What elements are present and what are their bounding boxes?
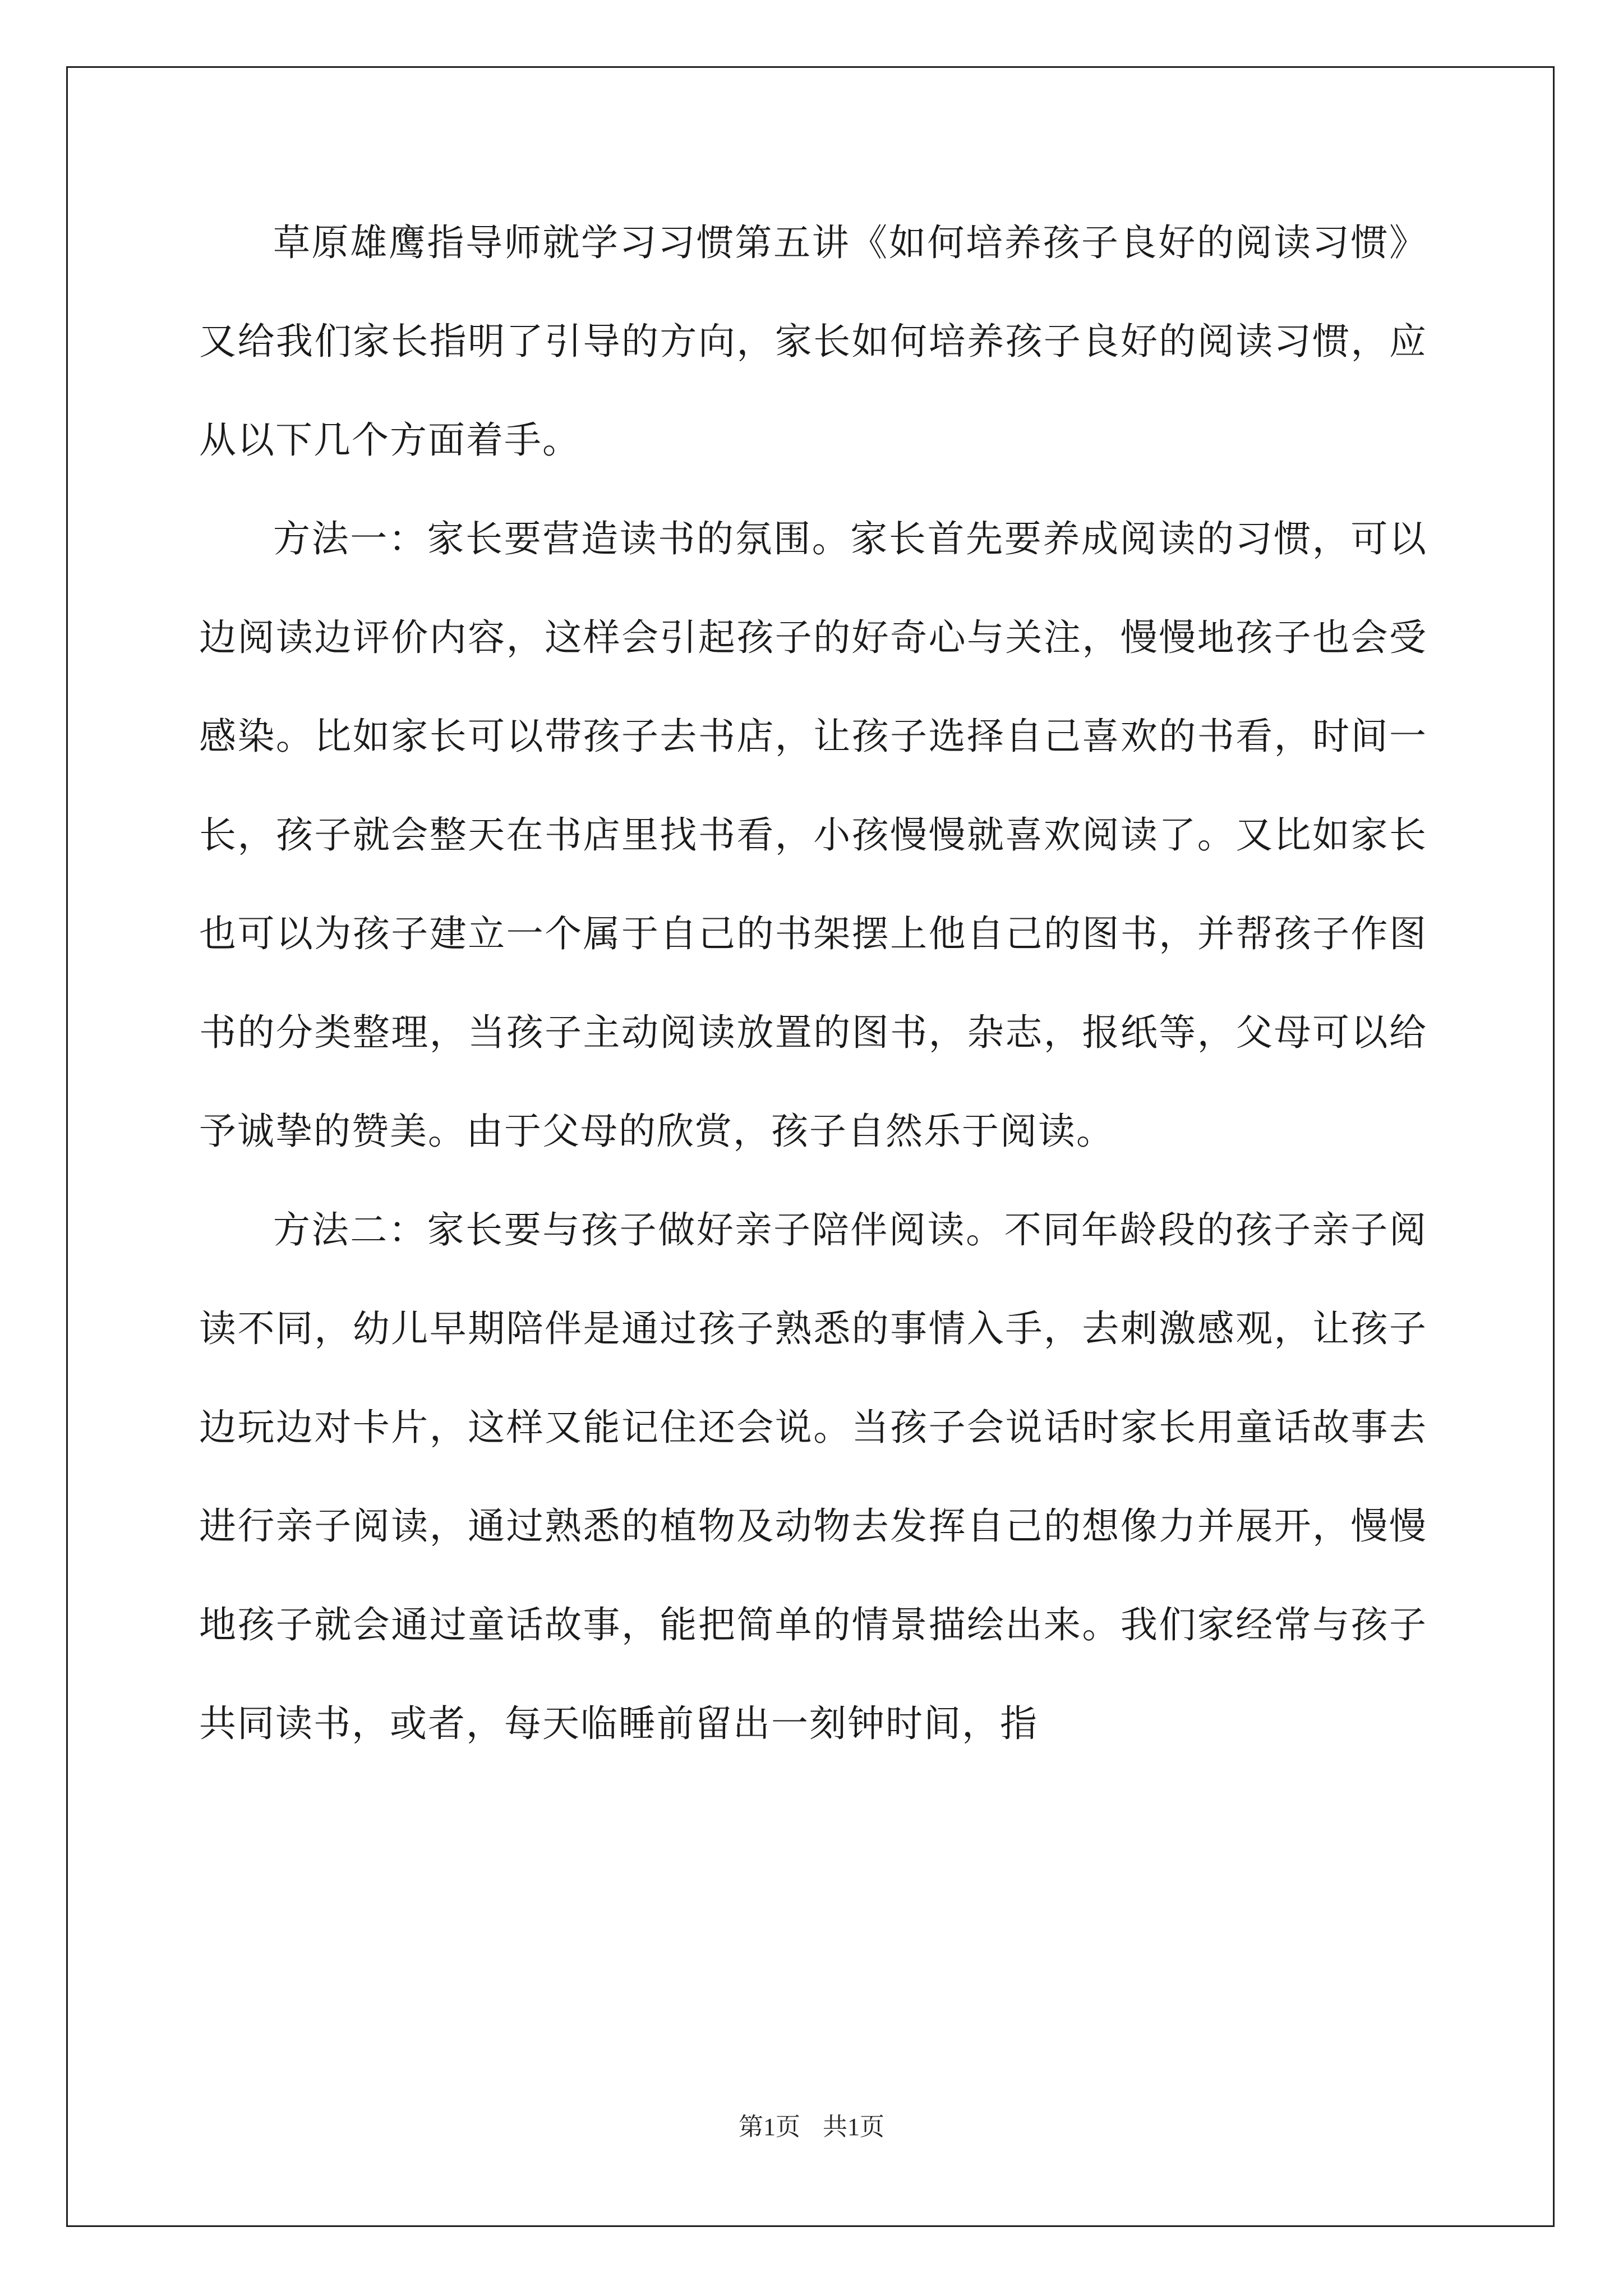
page-footer: [0, 2106, 1623, 2142]
page-number-total: 共1页: [823, 2113, 884, 2141]
paragraph-method-one: 方法一：家长要营造读书的氛围。家长首先要养成阅读的习惯，可以边阅读边评价内容，这样会引起孩子的好奇心与关注，慢慢地孩子也会受感染。比如家长可以带孩子去书店，让孩子选择自己喜欢的书看，时间一长，孩子就会整天在书店里找书看，小孩慢慢就喜欢阅读了。又比如家长也可以为孩子建立一个属于自己的书架摆上他自己的图书，并帮孩子作图书的分类整理，当孩子主动阅读放置的图书，杂志，报纸等，父母可以给予诚挚的赞美。由于父母的欣赏，孩子自然乐于阅读。: [199, 517, 1427, 1153]
paragraph-intro: 草原雄鹰指导师就学习习惯第五讲《如何培养孩子良好的阅读习惯》又给我们家长指明了引导的方向，家长如何培养孩子良好的阅读习惯，应从以下几个方面着手。: [199, 221, 1427, 462]
paragraph-method-two: 方法二：家长要与孩子做好亲子陪伴阅读。不同年龄段的孩子亲子阅读不同，幼儿早期陪伴是通过孩子熟悉的事情入手，去刺激感观，让孩子边玩边对卡片，这样又能记住还会说。当孩子会说话时家长用童话故事去进行亲子阅读，通过熟悉的植物及动物去发挥自己的想像力并展开，慢慢地孩子就会通过童话故事，能把简单的情景描绘出来。我们家经常与孩子共同读书，或者，每天临睡前留出一刻钟时间，指: [199, 1208, 1427, 1745]
document-body: [199, 194, 1427, 1773]
page-number-current: 第1页: [739, 2113, 800, 2141]
